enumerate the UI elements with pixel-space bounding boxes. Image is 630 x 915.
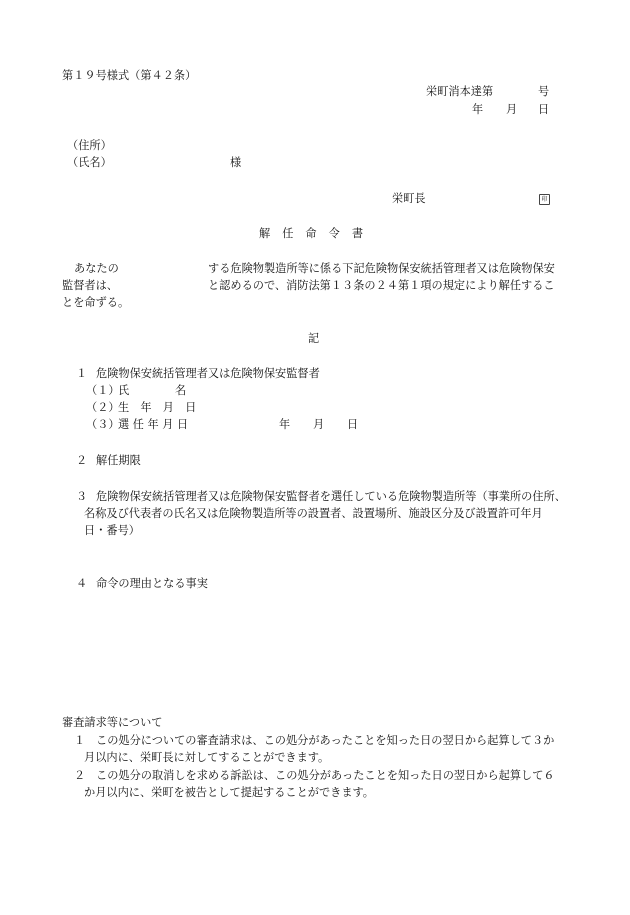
recipient-honorific: 様: [230, 156, 242, 169]
item3-line1: 危険物保安統括管理者又は危険物保安監督者を選任している危険物製造所等（事業所の住所、: [96, 490, 566, 503]
document-number-prefix: 栄町消本達第: [426, 85, 494, 98]
item4-number: ４: [76, 577, 88, 590]
item1-sub3-label: 選 任 年 月 日: [118, 418, 189, 431]
item1-sub2-number: （２）: [86, 401, 120, 414]
recipient-address-label: （住所）: [67, 139, 112, 152]
item3-line2: 名称及び代表者の氏名又は危険物製造所等の設置者、設置場所、施設区分及び設置許可年月: [84, 507, 543, 520]
notice-heading: 審査請求等について: [62, 716, 163, 729]
ki-heading: 記: [308, 332, 320, 345]
item1-sub1-label-a: 氏: [118, 384, 130, 397]
notice1-line2: 月以内に、栄町長に対してすることができます。: [84, 751, 330, 764]
title-char: 任: [282, 227, 294, 240]
item1-sub3-year: 年: [279, 418, 291, 431]
body-line3: とを命ずる。: [62, 296, 130, 309]
item2-number: ２: [76, 454, 88, 467]
title-char: 命: [305, 227, 317, 240]
seal-icon: 印: [539, 194, 550, 205]
item1-sub3-number: （３）: [86, 418, 120, 431]
notice2-line2: か月以内に、栄町を被告として提起することができます。: [84, 786, 374, 799]
notice1-number: １: [74, 734, 86, 747]
issuer-title: 栄町長: [392, 192, 426, 205]
item1-sub1-number: （１）: [86, 384, 120, 397]
body-line2-rest: と認めるので、消防法第１３条の２４第１項の規定により解任するこ: [208, 279, 555, 292]
date-day-label: 日: [538, 103, 550, 116]
item1-sub2-label: 生 年 月 日: [118, 401, 197, 414]
notice1-line1: この処分についての審査請求は、この処分があったことを知った日の翌日から起算して３か: [96, 734, 555, 747]
date-month-label: 月: [506, 103, 518, 116]
title-char: 書: [351, 227, 364, 240]
notice2-number: ２: [74, 769, 86, 782]
item4-label: 命令の理由となる事実: [96, 577, 208, 590]
item1-label: 危険物保安統括管理者又は危険物保安監督者: [96, 367, 320, 380]
item1-number: １: [76, 367, 88, 380]
form-number: 第１９号様式（第４２条）: [62, 69, 197, 82]
notice2-line1: この処分の取消しを求める訴訟は、この処分があったことを知った日の翌日から起算して６: [96, 769, 555, 782]
date-year-label: 年: [472, 103, 484, 116]
item1-sub3-month: 月: [313, 418, 325, 431]
body-line2-start: 監督者は、: [62, 279, 118, 292]
title-char: 令: [328, 227, 340, 240]
body-line1-start: あなたの: [74, 262, 119, 275]
title-char: 解: [259, 227, 271, 240]
item1-sub1-label-b: 名: [175, 384, 187, 397]
item1-sub3-day: 日: [347, 418, 359, 431]
document-number-suffix: 号: [538, 85, 550, 98]
item3-number: ３: [76, 490, 88, 503]
document-title: [259, 228, 363, 239]
item3-line3: 日・番号）: [84, 524, 140, 537]
recipient-name-label: （氏名）: [67, 156, 112, 169]
item2-label: 解任期限: [96, 454, 141, 467]
issuer-seal: [539, 193, 550, 205]
body-line1-rest: する危険物製造所等に係る下記危険物保安統括管理者又は危険物保安: [208, 262, 555, 275]
